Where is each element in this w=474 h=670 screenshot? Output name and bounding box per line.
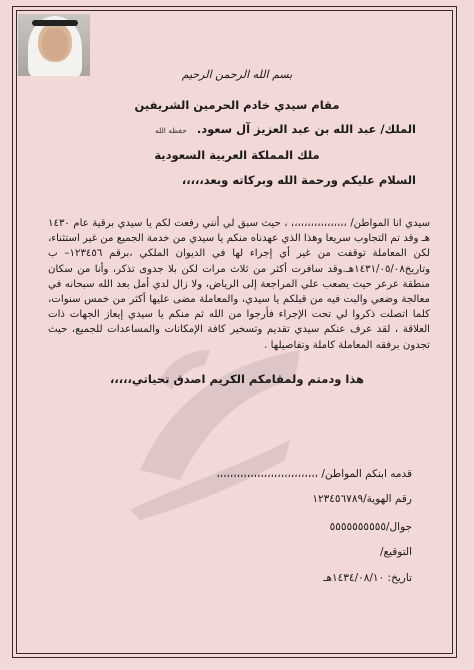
king-portrait-image: [18, 14, 90, 76]
mobile-number: جوال/٥٥٥٥٥٥٥٥٥٥: [329, 521, 412, 533]
letter-date: تاريخ: ١٤٣٤/٠٨/١٠هـ: [323, 572, 412, 584]
basmala-heading: بسم الله الرحمن الرحيم: [181, 68, 293, 81]
king-name-line: [56, 122, 416, 136]
closing-line: هذا ودمتم ولمقامكم الكريم اصدق تحياتي،،،،،: [110, 372, 364, 386]
signature-label: التوقيع/: [379, 546, 412, 558]
king-name: الملك/ عبد الله بن عبد العزيز آل سعود.: [196, 122, 416, 136]
letter-body: سيدي انا المواطن/ ،،،،،،،،،،،،،،،،، ، حيث سبق لي أنني رفعت لكم يا سيدي برقية عام ١٤٣٠ هـ وقد تم التجاوب سريعا وهذا الذي عهدناه منكم يا سيدي من خدمة الجميع من غير استثناء، لكن المعاملة توقفت من غير أي إجراء لها في الديوان الملكي ،برقم ١٢٣٤٥٦– ب وتاريخ١٤٣١/٠٥/٠٨هـ.وقد سافرت أكثر من ثلاث مرات لكن بلا جدوى تذكر، وأنا من سكان منطقة عرعر حيث يصعب علي المراجعة إلى الرياض، ولا زال لدي أمل بعد الله سبحانه في معالجة وضعي والبت فيه من قبلكم يا سيدي، والمعاملة مضى عليها أكثر من خمس سنوات، كلما اتصلت ذكروا لي تحت الإجراء فأرجوا من الله ثم منكم يا سيدي إيعاز الجهات ذات العلاقة ، لقد عرف عنكم سيدي تقديم وتسخير كافة الإمكانات والمساعدات للجميع، حيث تجدون برفقه المعاملة كاملة وتفاصيلها .: [48, 218, 430, 351]
country-line: ملك المملكة العربية السعودية: [154, 148, 320, 162]
addressee-title: مقام سيدي خادم الحرمين الشريفين: [134, 98, 340, 112]
honorific: حفظه الله: [154, 126, 187, 135]
greeting-line: السلام عليكم ورحمة الله وبركاته وبعد،،،،،: [181, 173, 416, 187]
sender-line: قدمه ابنكم المواطن/ ،،،،،،،،،،،،،،،،،،،،،،،،،،،،،،: [216, 468, 412, 480]
id-number: رقم الهوية/١٢٣٤٥٦٧٨٩: [312, 493, 412, 505]
